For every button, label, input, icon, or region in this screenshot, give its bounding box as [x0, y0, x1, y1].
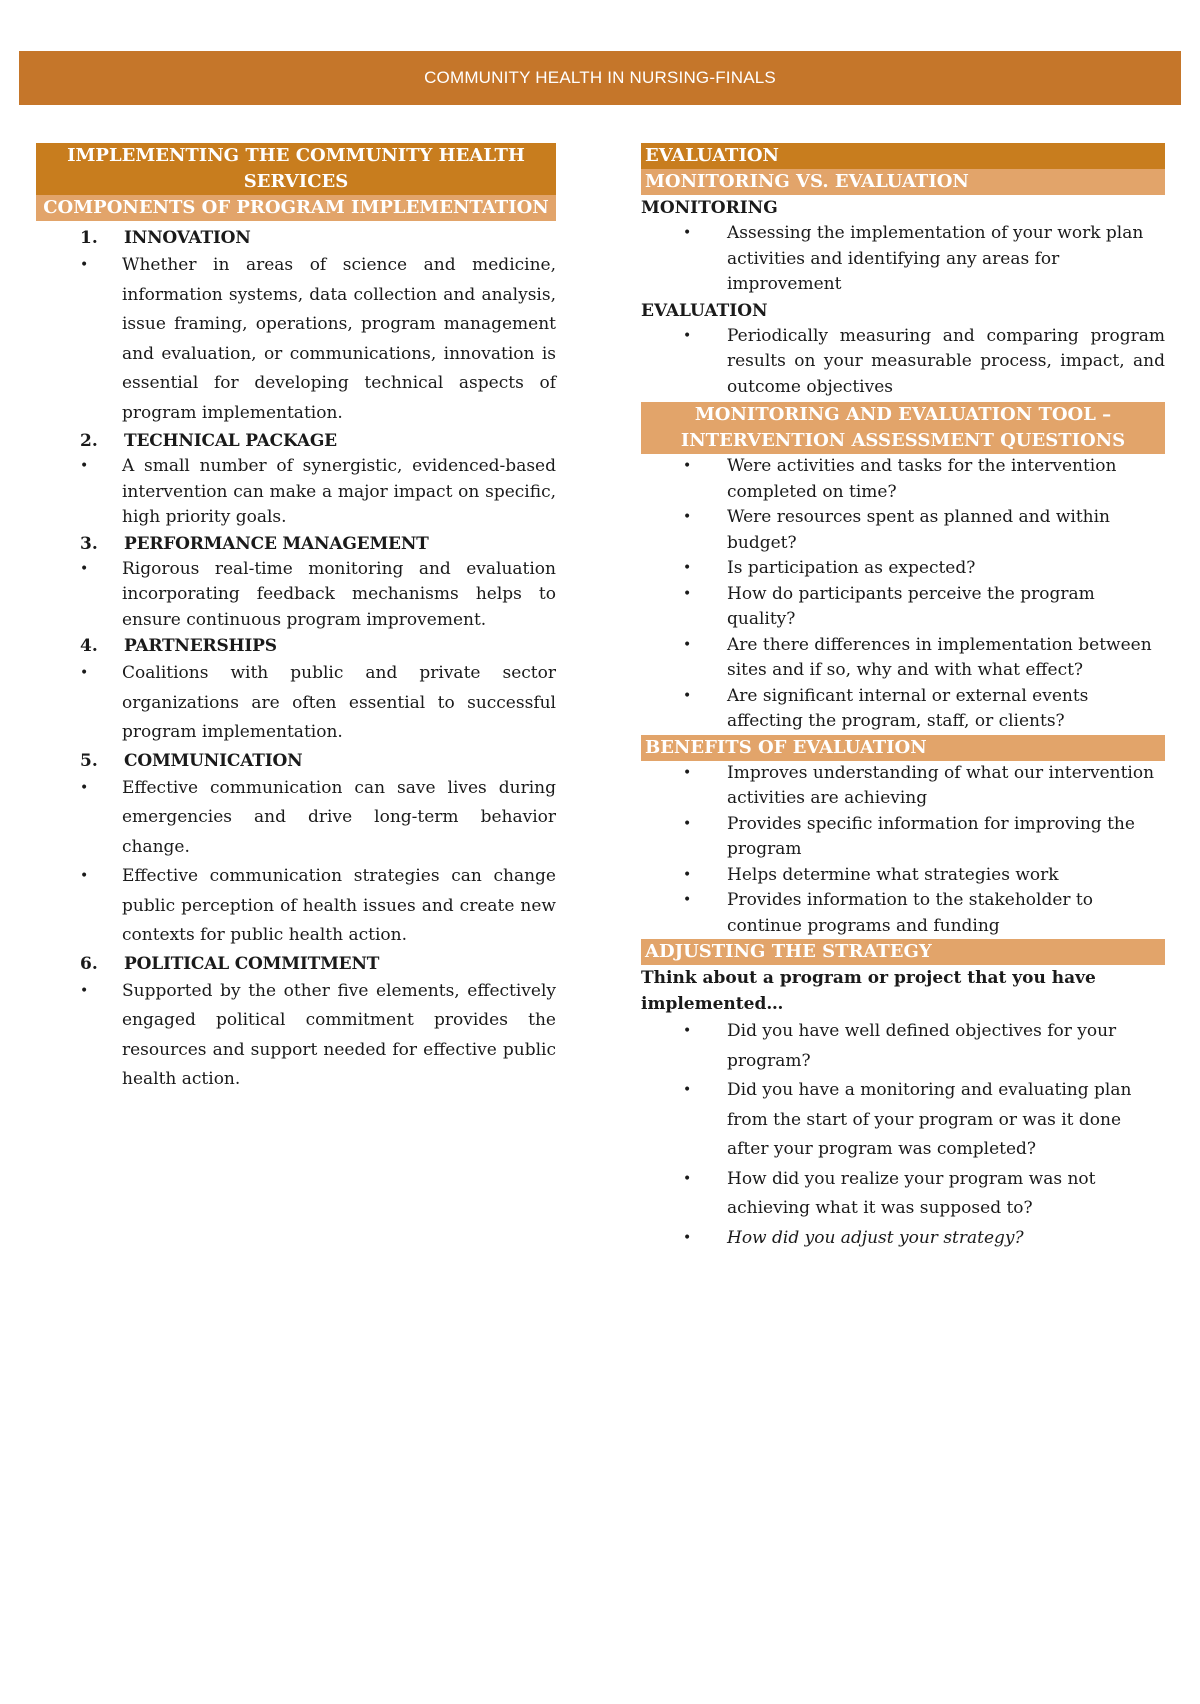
bullet-item: • Provides information to the stakeholder to continue programs and funding	[683, 890, 1093, 936]
item-title: PERFORMANCE MANAGEMENT	[124, 533, 429, 554]
list-item	[36, 225, 556, 428]
section-title-implementing: IMPLEMENTING THE COMMUNITY HEALTH SERVICES	[36, 143, 556, 195]
monitoring-label: MONITORING	[641, 198, 778, 218]
bullet-item: • Were resources spent as planned and within budget?	[683, 507, 1111, 553]
bullet-icon: •	[80, 257, 89, 273]
bullet-item: • Are significant internal or external events affecting the program, staff, or clients?	[683, 685, 1089, 731]
item-number: 5.	[80, 750, 98, 771]
bullet-item: • Did you have a monitoring and evaluating plan from the start of your program or was it done after your program was completed?	[641, 1076, 1165, 1165]
bullet-icon: •	[80, 560, 89, 577]
bullet-icon: •	[80, 458, 89, 474]
bullet-icon: •	[683, 687, 692, 704]
item-number: 2.	[80, 431, 98, 451]
bullet-icon: •	[683, 1023, 692, 1039]
bullet-icon: •	[683, 560, 692, 576]
item-title: POLITICAL COMMITMENT	[124, 953, 380, 974]
bullet-icon: •	[683, 458, 692, 474]
bullet-icon: •	[683, 1229, 692, 1246]
list-item	[36, 531, 556, 634]
list-item	[36, 748, 556, 951]
item-title: TECHNICAL PACKAGE	[124, 431, 337, 451]
bullet-item: • Helps determine what strategies work	[641, 863, 1165, 889]
monitoring-list	[641, 221, 1165, 298]
bullet-item: • Are there differences in implementation between sites and if so, why and with what effect?	[683, 634, 1152, 680]
section-title-benefits: BENEFITS OF EVALUATION	[641, 735, 1165, 761]
list-item	[36, 633, 556, 748]
evaluation-label: EVALUATION	[641, 300, 768, 321]
item-number: 3.	[80, 533, 98, 554]
list-item	[36, 951, 556, 1095]
list-item	[36, 428, 556, 531]
bullet-item: • Periodically measuring and comparing program results on your measurable process, impact, and outcome objectives	[683, 325, 1165, 397]
bullet-item: • Provides specific information for improving the program	[683, 813, 1135, 859]
section-subtitle-monitoring-vs-evaluation: MONITORING VS. EVALUATION	[641, 169, 1165, 195]
bullet-icon: •	[683, 1082, 692, 1098]
bullet-icon: •	[80, 868, 89, 884]
bullet-item: • A small number of synergistic, evidenced-based intervention can make a major impact on specific, high priority goals.	[80, 456, 556, 527]
bullet-item: • Assessing the implementation of your work plan activities and identifying any areas for improvement	[683, 223, 1144, 294]
bullet-icon: •	[683, 225, 692, 241]
section-title-adjusting: ADJUSTING THE STRATEGY	[641, 939, 1165, 965]
bullet-item: • Supported by the other five elements, effectively engaged political commitment provides the resources and support needed for effective public health action.	[36, 977, 556, 1095]
section-title-evaluation: EVALUATION	[641, 143, 1165, 169]
bullet-icon: •	[80, 665, 89, 681]
bullet-icon: •	[683, 327, 692, 344]
bullet-icon: •	[683, 585, 692, 602]
tool-list	[641, 454, 1165, 735]
item-title: INNOVATION	[124, 228, 251, 248]
page-header-title: COMMUNITY HEALTH IN NURSING-FINALS	[424, 68, 776, 87]
bullet-icon: •	[683, 509, 692, 525]
adjust-intro: Think about a program or project that you have implemented…	[641, 968, 1096, 1014]
page-header	[19, 51, 1181, 105]
left-column	[36, 143, 556, 1095]
bullet-item: • Rigorous real-time monitoring and evaluation incorporating feedback mechanisms helps to ensure continuous program improvement.	[80, 558, 556, 630]
item-title: PARTNERSHIPS	[124, 636, 277, 656]
bullet-item: • How did you adjust your strategy?	[641, 1224, 1165, 1254]
benefits-list	[641, 761, 1165, 940]
right-column	[641, 143, 1165, 1253]
bullet-item: • Did you have well defined objectives for your program?	[641, 1017, 1165, 1076]
item-title: COMMUNICATION	[124, 750, 303, 771]
bullet-icon: •	[683, 815, 692, 832]
bullet-item: • Coalitions with public and private sector organizations are often essential to successful program implementation.	[36, 659, 556, 748]
bullet-item: • Effective communication strategies can change public perception of health issues and create new contexts for public health action.	[36, 862, 556, 951]
bullet-item: • Effective communication can save lives during emergencies and drive long-term behavior change.	[36, 774, 556, 863]
bullet-icon: •	[80, 779, 89, 796]
section-title-me-tool: MONITORING AND EVALUATION TOOL – INTERVENTION ASSESSMENT QUESTIONS	[641, 402, 1165, 454]
bullet-icon: •	[683, 1170, 692, 1187]
components-list	[36, 225, 556, 1095]
bullet-item: • Whether in areas of science and medicine, information systems, data collection and analysis, issue framing, operations, program management and evaluation, or communications, innovation is essential for developing technical aspects of program implementation.	[36, 251, 556, 428]
item-number: 1.	[80, 228, 98, 248]
bullet-item: • Improves understanding of what our intervention activities are achieving	[683, 762, 1155, 808]
bullet-icon: •	[683, 636, 692, 653]
bullet-item: • How did you realize your program was not achieving what it was supposed to?	[641, 1165, 1165, 1224]
adjust-list	[641, 1017, 1165, 1253]
item-number: 4.	[80, 636, 98, 656]
bullet-item: • How do participants perceive the program quality?	[683, 583, 1095, 629]
bullet-item: • Is participation as expected?	[641, 556, 1165, 582]
evaluation-list	[641, 324, 1165, 401]
bullet-icon: •	[683, 866, 692, 883]
bullet-icon: •	[683, 892, 692, 908]
item-number: 6.	[80, 953, 98, 974]
bullet-item: • Were activities and tasks for the intervention completed on time?	[683, 456, 1117, 502]
section-subtitle-components: COMPONENTS OF PROGRAM IMPLEMENTATION	[36, 195, 556, 221]
bullet-icon: •	[80, 982, 89, 999]
bullet-icon: •	[683, 764, 692, 781]
